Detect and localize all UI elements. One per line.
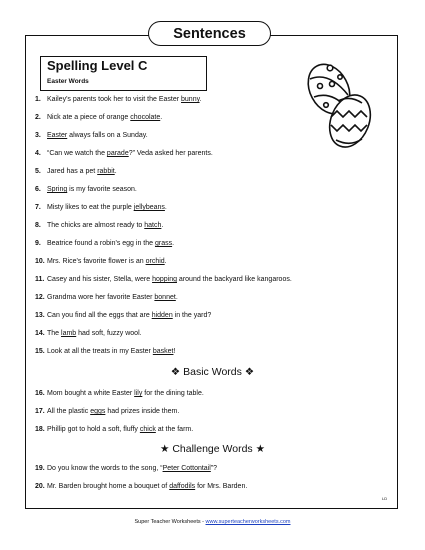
sentence-number: 16. (35, 390, 45, 397)
sentence-number: 13. (35, 312, 45, 319)
sentence-number: 20. (35, 483, 45, 490)
sentence-text: around the backyard like kangaroos. (176, 276, 292, 283)
sentence-item (35, 276, 292, 283)
sentence-text: . (172, 240, 175, 247)
sentence-text: had soft, fuzzy wool. (76, 330, 142, 337)
sentence-number: 3. (35, 132, 41, 139)
sentence-item (35, 186, 137, 193)
sentence-text: had prizes inside them. (105, 408, 180, 415)
sentence-item (35, 390, 204, 397)
spelling-word: lamb (61, 330, 77, 337)
sentence-text: always falls on a Sunday. (67, 132, 148, 139)
sentence-text: “Can we watch the (47, 150, 107, 157)
spelling-word: hopping (152, 276, 177, 283)
spelling-word: jellybeans (133, 204, 165, 211)
challenge-words-heading: ★ Challenge Words ★ (159, 443, 265, 455)
spelling-word: parade (106, 150, 129, 157)
sentence-text: Nick ate a piece of orange (47, 114, 131, 121)
sentence-number: 6. (35, 186, 41, 193)
spelling-word: basket (152, 348, 174, 355)
spelling-word: daffodils (169, 483, 196, 490)
sentence-item (35, 240, 174, 247)
spelling-word: orchid (145, 258, 165, 265)
sentence-item (35, 408, 179, 415)
spelling-word: hidden (151, 312, 173, 319)
level-title: Spelling Level C (47, 58, 148, 73)
sentence-text: Beatrice found a robin's egg in the (47, 240, 155, 247)
easter-eggs-icon (300, 55, 380, 160)
spelling-word: hatch (144, 222, 162, 229)
page-title: Sentences (148, 21, 271, 46)
sentence-item (35, 204, 167, 211)
sentence-number: 12. (35, 294, 45, 301)
sentence-text: . (160, 114, 163, 121)
sentence-number: 15. (35, 348, 45, 355)
sentence-text: . (164, 258, 167, 265)
page-id: LD (382, 496, 388, 501)
sentence-text: Mr. Barden brought home a bouquet of (47, 483, 170, 490)
sentence-item (35, 330, 142, 337)
sentence-number: 1. (35, 96, 41, 103)
sentence-text: The chicks are almost ready to (47, 222, 145, 229)
sentence-number: 2. (35, 114, 41, 121)
spelling-word: rabbit (97, 168, 115, 175)
sentence-text: Can you find all the eggs that are (47, 312, 152, 319)
sentence-text: Casey and his sister, Stella, were (47, 276, 153, 283)
basic-words-heading: ❖ Basic Words ❖ (170, 366, 255, 378)
sentence-number: 11. (35, 276, 45, 283)
sentence-item (35, 426, 193, 433)
footer-link[interactable]: www.superteacherworksheets.com (205, 519, 291, 525)
sentence-text: Misty likes to eat the purple (47, 204, 134, 211)
spelling-word: eggs (90, 408, 106, 415)
sentence-item (35, 114, 162, 121)
sentence-text: All the plastic (47, 408, 91, 415)
spelling-word: Peter Cottontail (162, 465, 211, 472)
sentence-number: 8. (35, 222, 41, 229)
sentence-item (35, 96, 202, 103)
sentence-item (35, 312, 211, 319)
footer (0, 519, 425, 525)
spelling-word: lily (134, 390, 143, 397)
sentence-number: 9. (35, 240, 41, 247)
sentence-text: . (164, 204, 167, 211)
sentence-item (35, 348, 175, 355)
sentence-text: Mom bought a white Easter (47, 390, 135, 397)
sentence-text: The (47, 330, 62, 337)
sentence-number: 4. (35, 150, 41, 157)
sentence-text: Grandma wore her favorite Easter (47, 294, 155, 301)
sentence-number: 18. (35, 426, 45, 433)
sentence-text: Kailey's parents took her to visit the Easter (47, 96, 182, 103)
spelling-word: bonnet (154, 294, 176, 301)
sentence-item (35, 294, 178, 301)
sentence-text: Look at all the treats in my Easter (47, 348, 153, 355)
sentence-number: 10. (35, 258, 45, 265)
sentence-number: 5. (35, 168, 41, 175)
sentence-item (35, 150, 213, 157)
sentence-text: Jared has a pet (47, 168, 98, 175)
spelling-word: chick (139, 426, 156, 433)
sentence-text: ”? (210, 465, 218, 472)
sentence-item (35, 483, 247, 490)
spelling-word: bunny (181, 96, 200, 103)
sentence-text: Do you know the words to the song, “ (47, 465, 163, 472)
level-subtitle: Easter Words (47, 78, 89, 85)
spelling-word: Easter (47, 132, 68, 139)
sentence-text: . (175, 294, 178, 301)
sentence-item (35, 132, 148, 139)
sentence-item (35, 168, 117, 175)
sentence-number: 14. (35, 330, 45, 337)
sentence-number: 7. (35, 204, 41, 211)
sentence-number: 17. (35, 408, 45, 415)
spelling-word: grass (154, 240, 173, 247)
sentence-text: at the farm. (155, 426, 194, 433)
sentence-text: ?” Veda asked her parents. (128, 150, 213, 157)
sentence-text: ! (173, 348, 176, 355)
sentence-text: in the yard? (172, 312, 212, 319)
spelling-word: Spring (47, 186, 68, 193)
sentence-text: for the dining table. (142, 390, 204, 397)
sentence-text: . (114, 168, 117, 175)
sentence-text: . (161, 222, 164, 229)
sentence-item (35, 465, 217, 472)
sentence-text: Mrs. Rice's favorite flower is an (47, 258, 146, 265)
sentence-item (35, 258, 167, 265)
sentence-item (35, 222, 163, 229)
sentence-number: 19. (35, 465, 45, 472)
spelling-word: chocolate (130, 114, 161, 121)
sentence-text: is my favorite season. (67, 186, 137, 193)
sentence-text: for Mrs. Barden. (195, 483, 248, 490)
sentence-text: . (199, 96, 202, 103)
footer-prefix: Super Teacher Worksheets - (134, 519, 206, 525)
sentence-text: Phillip got to hold a soft, fluffy (47, 426, 140, 433)
